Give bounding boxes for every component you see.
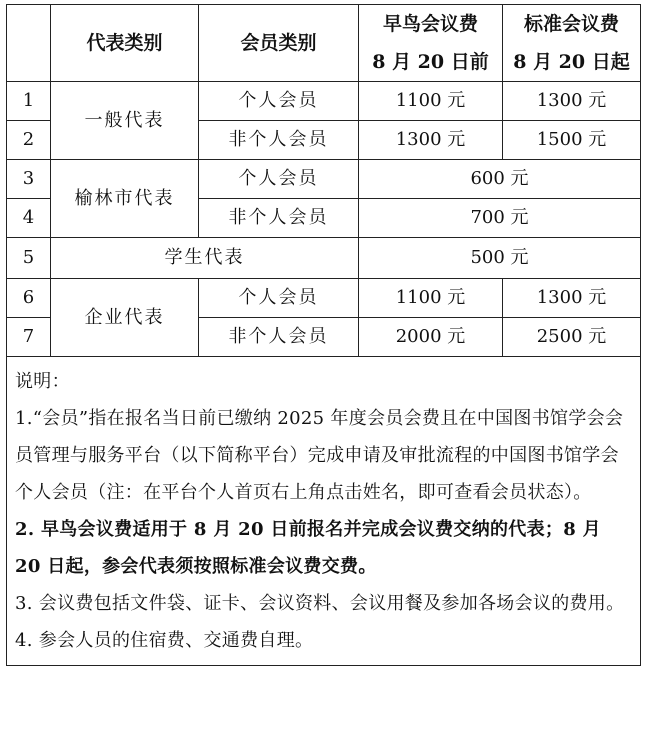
- table-row: [7, 160, 641, 199]
- standard-fee: 1300 元: [503, 82, 641, 121]
- header-early-date: 8 月 20 日前: [359, 43, 503, 82]
- table-row: [7, 238, 641, 279]
- unified-fee: 600 元: [359, 160, 641, 199]
- header-early-fee: 早鸟会议费: [359, 5, 503, 43]
- header-standard-date: 8 月 20 日起: [503, 43, 641, 82]
- member-type: 个人会员: [199, 279, 359, 318]
- group-general: 一般代表: [51, 82, 199, 160]
- note-2: 2. 早鸟会议费适用于 8 月 20 日前报名并完成会议费交纳的代表；8 月 20 日起，参会代表须按照标准会议费交费。: [15, 519, 601, 577]
- early-fee: 1100 元: [359, 82, 503, 121]
- row-number: 5: [7, 238, 51, 279]
- notes-row: [7, 357, 641, 666]
- table-row: [7, 82, 641, 121]
- header-member-type: 会员类别: [199, 5, 359, 82]
- row-number: 4: [7, 199, 51, 238]
- group-enterprise: 企业代表: [51, 279, 199, 357]
- member-type: 个人会员: [199, 160, 359, 199]
- notes-title: 说明：: [15, 371, 70, 392]
- header-standard-fee: 标准会议费: [503, 5, 641, 43]
- member-type: 非个人会员: [199, 121, 359, 160]
- row-number: 3: [7, 160, 51, 199]
- early-fee: 1300 元: [359, 121, 503, 160]
- table-row: [7, 279, 641, 318]
- header-delegate-type: 代表类别: [51, 5, 199, 82]
- header-row-1: [7, 5, 641, 43]
- row-number: 7: [7, 318, 51, 357]
- early-fee: 1100 元: [359, 279, 503, 318]
- notes-cell: [7, 357, 641, 666]
- group-yulin: 榆林市代表: [51, 160, 199, 238]
- note-3: 3. 会议费包括文件袋、证卡、会议资料、会议用餐及参加各场会议的费用。: [15, 593, 625, 614]
- row-number: 1: [7, 82, 51, 121]
- standard-fee: 1500 元: [503, 121, 641, 160]
- note-1: 1.“会员”指在报名当日前已缴纳 2025 年度会员会费且在中国图书馆学会会员管理与服务平台（以下简称平台）完成申请及审批流程的中国图书馆学会个人会员（注：在平台个人首页右上角点击姓名，即可查看会员状态）。: [15, 408, 624, 503]
- note-4: 4. 参会人员的住宿费、交通费自理。: [15, 630, 314, 651]
- row-number: 6: [7, 279, 51, 318]
- standard-fee: 2500 元: [503, 318, 641, 357]
- header-num-cell: [7, 5, 51, 82]
- early-fee: 2000 元: [359, 318, 503, 357]
- member-type: 个人会员: [199, 82, 359, 121]
- unified-fee: 700 元: [359, 199, 641, 238]
- member-type: 非个人会员: [199, 318, 359, 357]
- row-number: 2: [7, 121, 51, 160]
- standard-fee: 1300 元: [503, 279, 641, 318]
- unified-fee: 500 元: [359, 238, 641, 279]
- fee-table: [6, 4, 641, 666]
- member-type: 非个人会员: [199, 199, 359, 238]
- group-student: 学生代表: [51, 238, 359, 279]
